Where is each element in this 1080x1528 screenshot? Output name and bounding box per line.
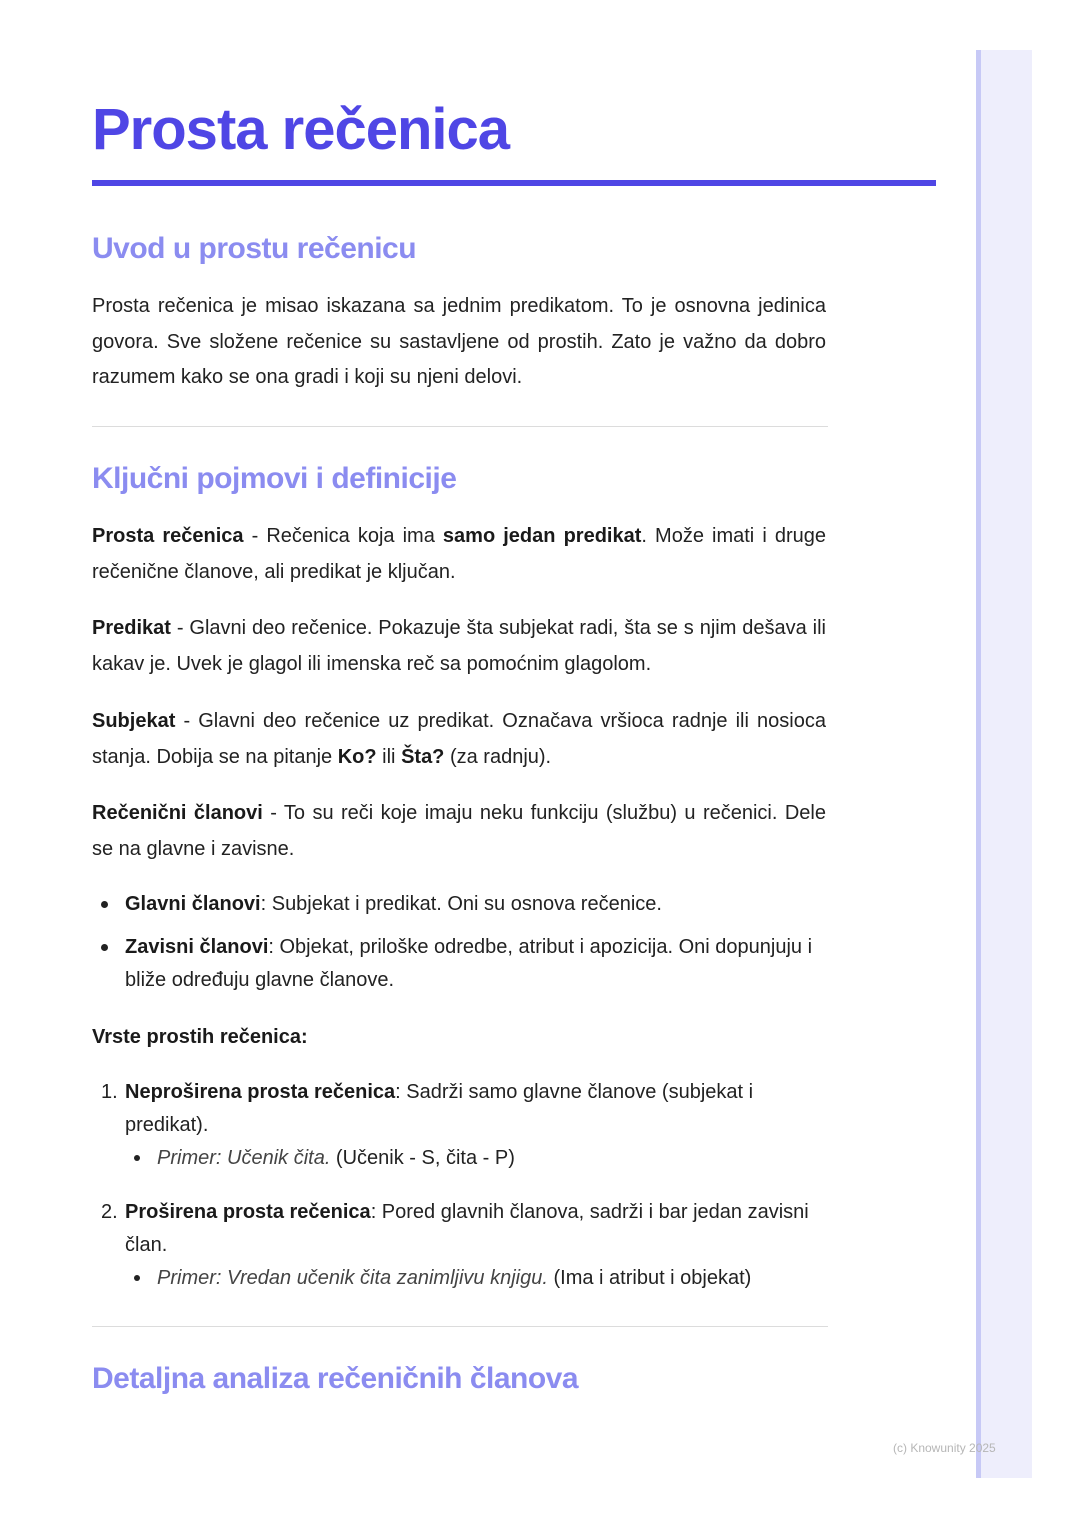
member-types-list (92, 888, 828, 997)
section-heading-definitions: Ključni pojmovi i definicije (92, 462, 457, 495)
section-heading-intro: Uvod u prostu rečenicu (92, 232, 417, 265)
intro-paragraph: Prosta rečenica je misao iskazana sa jednim predikatom. To je osnovna jedinica govora. Sve složene rečenice su sastavljene od prostih. Zato je važno da dobro razumem kako se ona gradi i koji su njeni delovi. (92, 295, 826, 388)
type-description (92, 1076, 828, 1142)
term-label: Zavisni članovi (125, 936, 269, 958)
example-sentence: Primer: Vredan učenik čita zanimljivu knjigu. (157, 1267, 548, 1289)
section-heading-analysis: Detaljna analiza rečeničnih članova (92, 1362, 579, 1395)
definition-text: Glavni deo rečenice uz predikat. Označava vršioca radnje ili nosioca stanja. Dobija se na pitanje (92, 710, 826, 768)
page-title: Prosta rečenica (92, 97, 510, 162)
term-label: Rečenični članovi (92, 802, 263, 824)
list-item (92, 1076, 828, 1175)
question-word: Šta? (401, 745, 445, 768)
emphasis-text: samo jedan predikat (442, 525, 642, 547)
definition-text: To su reči koje imaju neku funkciju (službu) u rečenici. Dele se na glavne i zavisne. (92, 802, 826, 860)
list-item (92, 1196, 828, 1295)
list-item-text: : Sadrži samo glavne članove (subjekat i predikat). (125, 1081, 754, 1136)
example-item (92, 1262, 828, 1295)
list-item-text: : Objekat, priloške odredbe, atribut i apozicija. Oni dopunjuju i bliže određuju glavne članove. (125, 936, 813, 991)
copyright-footer: (c) Knowunity 2025 (893, 1441, 996, 1455)
list-number: 1. (101, 1081, 118, 1103)
sentence-types-list (92, 1076, 828, 1295)
list-item-text: : Pored glavnih članova, sadrži i bar jedan zavisni član. (125, 1201, 809, 1256)
list-number: 2. (101, 1201, 118, 1223)
section-divider (92, 1326, 828, 1327)
definition-subjekat (92, 704, 826, 775)
definition-text: Rečenica koja ima (266, 525, 443, 547)
example-sentence: Primer: Učenik čita. (157, 1147, 331, 1169)
list-item-text: : Subjekat i predikat. Oni su osnova rečenice. (260, 893, 662, 915)
question-word: Ko? (337, 745, 377, 768)
list-item (92, 888, 828, 921)
term-label: Proširena prosta rečenica (125, 1201, 371, 1223)
definition-predikat (92, 611, 826, 682)
separator: - (170, 617, 190, 639)
definition-prosta-recenica (92, 519, 826, 590)
definition-text: (za radnju). (444, 745, 552, 768)
types-heading-text: Vrste prostih rečenica: (92, 1026, 308, 1048)
types-heading (92, 1020, 826, 1056)
definition-text: Glavni deo rečenice. Pokazuje šta subjekat radi, šta se s njim dešava ili kakav je. Uvek je glagol ili imenska reč sa pomoćnim glagolom. (92, 617, 826, 675)
term-label: Subjekat (92, 710, 176, 732)
definition-text: ili (376, 745, 402, 768)
term-label: Predikat (92, 617, 171, 639)
example-note: (Učenik - S, čita - P) (330, 1147, 515, 1169)
list-item (92, 931, 828, 997)
example-note: (Ima i atribut i objekat) (547, 1267, 752, 1289)
example-item (92, 1142, 828, 1175)
separator: - (262, 802, 284, 824)
definition-recenicni-clanovi (92, 796, 826, 867)
type-description (92, 1196, 828, 1262)
page-sidebar (976, 50, 1032, 1478)
title-underline (92, 180, 936, 186)
separator: - (243, 525, 267, 547)
term-label: Prosta rečenica (92, 525, 244, 547)
separator: - (175, 710, 199, 732)
term-label: Neproširena prosta rečenica (125, 1081, 396, 1103)
definition-text: . Može imati i druge rečenične članove, ali predikat je ključan. (92, 525, 827, 583)
term-label: Glavni članovi (125, 893, 261, 915)
section-divider (92, 426, 828, 427)
